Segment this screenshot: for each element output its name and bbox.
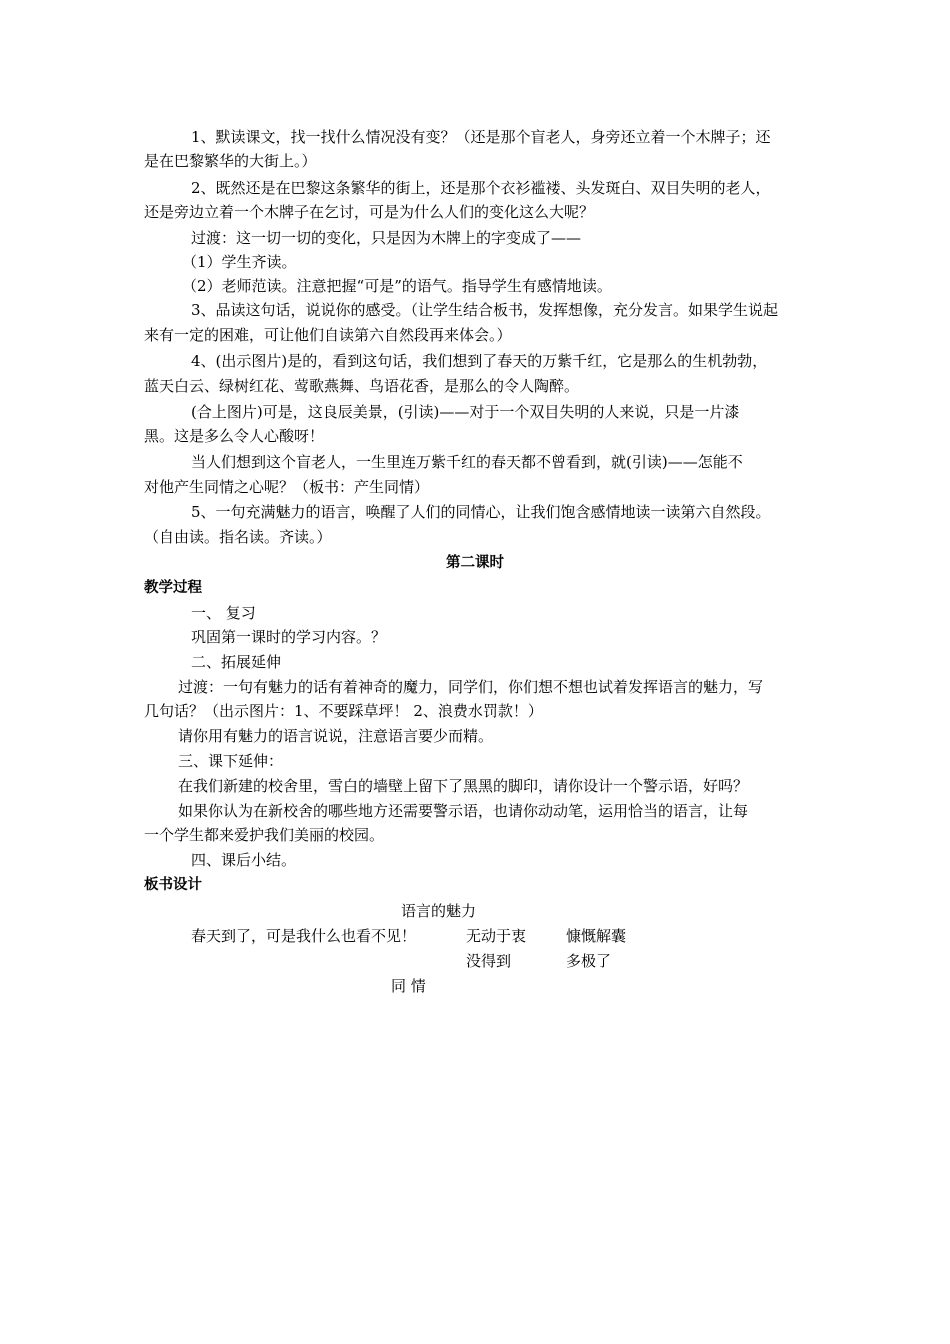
- after-class-heading: 三、课下延伸：: [178, 752, 284, 770]
- teaching-process-heading: 教学过程: [144, 580, 202, 596]
- paragraph-1-line-1: 1、默读课文，找一找什么情况没有变？（还是那个盲老人，身旁还立着一个木牌子；还: [191, 128, 771, 146]
- review-text: 巩固第一课时的学习内容。？: [191, 628, 387, 646]
- extension-heading: 二、拓展延伸: [191, 653, 282, 671]
- step-1-line: （1）学生齐读。: [182, 253, 297, 271]
- extension-line-3: 请你用有魅力的语言说说，注意语言要少而精。: [178, 727, 494, 745]
- board-word-indifferent: 无动于衷: [466, 927, 527, 945]
- board-word-very-much: 多极了: [566, 952, 612, 970]
- extension-line-1: 过渡：一句有魅力的话有着神奇的魔力，同学们，你们想不想也试着发挥语言的魅力，写: [178, 678, 764, 696]
- extension-line-2: 几句话？（出示图片：1、不要踩草坪！ 2、浪费水罚款！）: [144, 702, 543, 720]
- paragraph-4-line-1: 4、(出示图片)是的，看到这句话，我们想到了春天的万紫千红，它是那么的生机勃勃，: [191, 352, 768, 370]
- paragraph-7-line-1: 5、一句充满魅力的语言，唤醒了人们的同情心，让我们饱含感情地读一读第六自然段。: [191, 503, 771, 521]
- lesson-2-title: 第二课时: [446, 555, 504, 571]
- paragraph-4-line-2: 蓝天白云、绿树红花、莺歌燕舞、鸟语花香，是那么的令人陶醉。: [144, 377, 580, 395]
- after-class-line-2: 如果你认为在新校舍的哪些地方还需要警示语，也请你动动笔，运用恰当的语言，让每: [178, 802, 749, 820]
- paragraph-6-line-2: 对他产生同情之心呢？（板书：产生同情）: [144, 478, 430, 496]
- review-heading: 一、 复习: [191, 604, 256, 622]
- board-sentence: 春天到了，可是我什么也看不见！: [191, 927, 417, 945]
- step-2-line: （2）老师范读。注意把握“可是”的语气。指导学生有感情地读。: [182, 277, 612, 295]
- board-title: 语言的魅力: [401, 902, 477, 920]
- paragraph-3-line-2: 来有一定的困难，可让他们自读第六自然段再来体会。）: [144, 326, 512, 344]
- paragraph-7-line-2: （自由读。指名读。齐读。）: [144, 528, 332, 546]
- paragraph-1-line-2: 是在巴黎繁华的大街上。）: [144, 152, 317, 170]
- paragraph-3-line-1: 3、品读这句话，说说你的感受。（让学生结合板书，发挥想像，充分发言。如果学生说起: [191, 301, 779, 319]
- paragraph-5-line-2: 黑。这是多么令人心酸呀！: [144, 427, 325, 445]
- transition-line: 过渡：这一切一切的变化，只是因为木牌上的字变成了——: [191, 229, 582, 247]
- board-word-got-nothing: 没得到: [466, 952, 512, 970]
- board-design-heading: 板书设计: [144, 877, 202, 893]
- after-class-line-3: 一个学生都来爱护我们美丽的校园。: [144, 826, 385, 844]
- paragraph-2-line-1: 2、既然还是在巴黎这条繁华的街上，还是那个衣衫褴褛、头发斑白、双目失明的老人，: [191, 179, 771, 197]
- paragraph-5-line-1: (合上图片)可是，这良辰美景，(引读)——对于一个双目失明的人来说，只是一片漆: [191, 403, 740, 421]
- after-class-line-1: 在我们新建的校舍里，雪白的墙壁上留下了黑黑的脚印，请你设计一个警示语，好吗？: [178, 777, 749, 795]
- board-word-generous: 慷慨解囊: [566, 927, 627, 945]
- board-sympathy: 同 情: [391, 977, 426, 995]
- summary-heading: 四、课后小结。: [191, 851, 297, 869]
- paragraph-6-line-1: 当人们想到这个盲老人，一生里连万紫千红的春天都不曾看到，就(引读)——怎能不: [191, 453, 743, 471]
- paragraph-2-line-2: 还是旁边立着一个木牌子在乞讨，可是为什么人们的变化这么大呢？: [144, 203, 595, 221]
